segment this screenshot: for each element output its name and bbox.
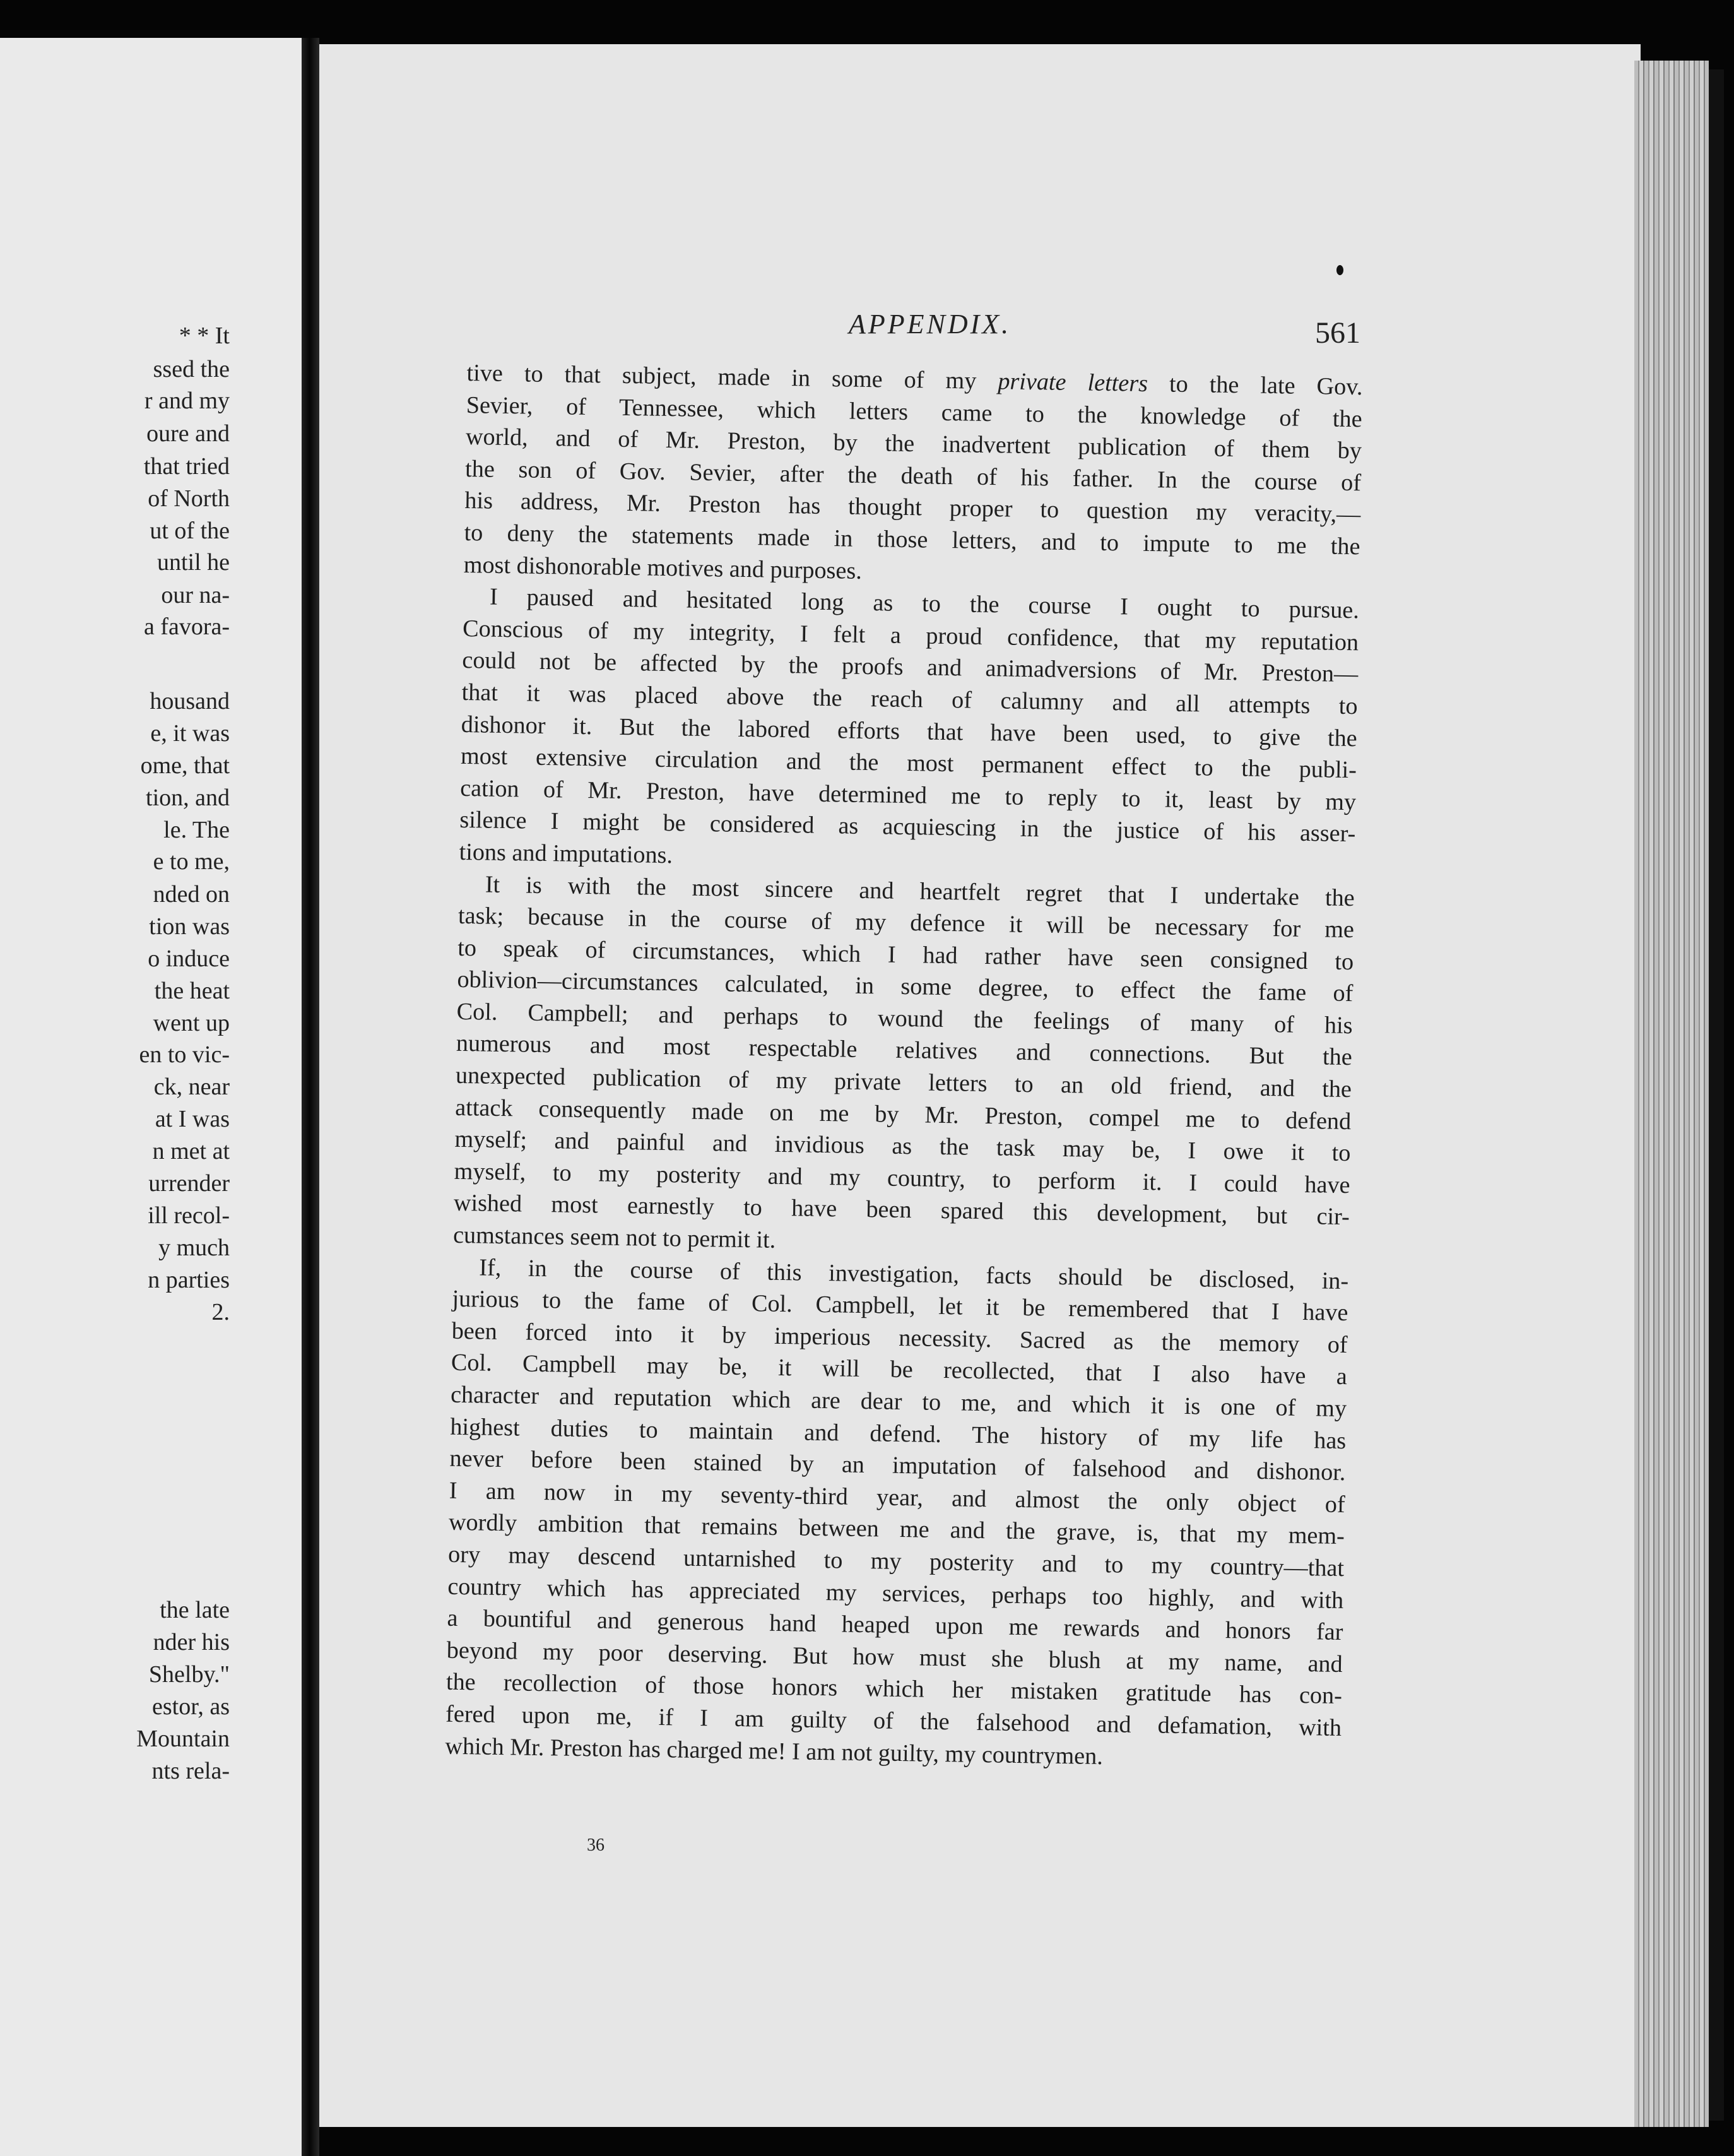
ink-speck: [1336, 265, 1343, 275]
text-run: tive to that subject, made in some of my: [466, 359, 998, 395]
text-line: wished most earnestly to have been spared this development, but cir-: [453, 1190, 1350, 1231]
text-line: myself, to my posterity and my country, to perform it. I could have: [454, 1158, 1350, 1199]
text-line: jurious to the fame of Col. Campbell, let it be remembered that I have: [452, 1286, 1348, 1327]
left-page-text-fragment: that tried: [143, 453, 230, 480]
left-page-text-fragment: estor, as: [152, 1693, 230, 1720]
left-page-text-fragment: the late: [160, 1597, 230, 1623]
text-line: Col. Campbell may be, it will be recollected, that I also have a: [451, 1349, 1348, 1390]
left-page-text-fragment: le. The: [163, 817, 230, 843]
text-line: attack consequently made on me by Mr. Preston, compel me to defend: [454, 1094, 1352, 1135]
text-line: Sevier, of Tennessee, which letters came to the knowledge of the: [466, 391, 1362, 432]
left-page-text-fragment: ssed the: [153, 356, 230, 382]
text-line: most extensive circulation and the most permanent effect to the publi-: [460, 743, 1357, 784]
page-edges: [1634, 61, 1709, 2127]
text-line: to deny the statements made in those letters, and to impute to me the: [464, 519, 1360, 560]
left-page-text-fragment: tion was: [149, 913, 230, 940]
text-line: Col. Campbell; and perhaps to wound the feelings of many of his: [456, 998, 1353, 1040]
text-line: character and reputation which are dear to me, and which it is one of my: [450, 1381, 1347, 1423]
left-page-text-fragment: ome, that: [140, 752, 230, 779]
left-page-text-fragment: Mountain: [136, 1726, 230, 1752]
signature-mark: 36: [587, 1835, 605, 1855]
text-line: If, in the course of this investigation, facts should be disclosed, in-: [479, 1254, 1349, 1294]
left-page-text-fragment: our na-: [161, 582, 230, 608]
text-line: cation of Mr. Preston, have determined me to reply to it, least by my: [459, 774, 1357, 815]
text-line: to speak of circumstances, which I had rather have seen consigned to: [457, 934, 1354, 975]
left-page-text-fragment: of North: [148, 485, 230, 512]
text-line: country which has appreciated my services, perhaps too highly, and with: [447, 1573, 1344, 1614]
text-line: highest duties to maintain and defend. The history of my life has: [450, 1413, 1347, 1454]
left-page-text-fragment: urrender: [148, 1170, 230, 1197]
left-page-text-fragment: n parties: [148, 1267, 230, 1293]
text-line: dishonor it. But the labored efforts that have been used, to give the: [461, 711, 1358, 752]
text-line: never before been stained by an imputation of falsehood and dishonor.: [449, 1445, 1346, 1486]
left-page-text-fragment: ck, near: [153, 1074, 230, 1100]
italic-phrase: private letters: [998, 368, 1148, 397]
left-page-text-fragment: ut of the: [150, 518, 230, 544]
text-line: could not be affected by the proofs and animadversions of Mr. Preston—: [462, 647, 1359, 688]
text-line: which Mr. Preston has charged me! I am not guilty, my countrymen.: [445, 1732, 1104, 1770]
text-line: tions and imputations.: [459, 838, 673, 869]
left-page-text-fragment: en to vic-: [139, 1041, 230, 1068]
left-page-text-fragment: e, it was: [150, 720, 230, 747]
text-line: been forced into it by imperious necessity. Sacred as the memory of: [451, 1317, 1348, 1358]
text-line: fered upon me, if I am guilty of the falsehood and defamation, with: [445, 1700, 1342, 1741]
text-line: unexpected publication of my private letters to an old friend, and the: [455, 1062, 1352, 1103]
text-line: cumstances seem not to permit it.: [452, 1221, 776, 1253]
text-line: the son of Gov. Sevier, after the death of his father. In the course of: [464, 455, 1362, 497]
left-page-text-fragment: e to me,: [153, 848, 230, 875]
left-page-text-fragment: ill recol-: [148, 1202, 230, 1229]
left-page-text-fragment: r and my: [144, 388, 230, 414]
text-line: oblivion—circumstances calculated, in some degree, to effect the fame of: [457, 966, 1354, 1007]
text-line: his address, Mr. Preston has thought proper to question my veracity,—: [464, 487, 1361, 528]
text-run: to the late Gov.: [1147, 370, 1363, 401]
running-head: APPENDIX.: [849, 309, 1012, 340]
text-line: world, and of Mr. Preston, by the inadvertent publication of them by: [465, 424, 1362, 465]
text-line: I paused and hesitated long as to the course I ought to pursue.: [489, 583, 1360, 624]
previous-page-fragment: [0, 38, 302, 2156]
text-line: most dishonorable motives and purposes.: [463, 551, 863, 584]
page-edges-shadow: [1709, 69, 1724, 2121]
left-page-text-fragment: n met at: [152, 1138, 230, 1164]
text-line: wordly ambition that remains between me and the grave, is, that my mem-: [448, 1509, 1345, 1550]
text-line: silence I might be considered as acquiescing in the justice of his asser-: [459, 807, 1356, 848]
text-line: task; because in the course of my defence it will be necessary for me: [457, 902, 1355, 944]
text-line: It is with the most sincere and heartfelt regret that I undertake the: [485, 871, 1355, 911]
left-page-text-fragment: 2.: [211, 1299, 230, 1325]
left-page-text-fragment: went up: [153, 1010, 230, 1036]
text-line: a bountiful and generous hand heaped upon me rewards and honors far: [447, 1604, 1343, 1646]
left-page-text-fragment: nder his: [153, 1629, 230, 1656]
text-line: ory may descend untarnished to my posterity and to my country—that: [447, 1541, 1345, 1582]
text-line: I am now in my seventy-third year, and almost the only object of: [449, 1477, 1345, 1518]
text-line: beyond my poor deserving. But how must she blush at my name, and: [446, 1637, 1343, 1678]
text-line: myself; and painful and invidious as the task may be, I owe it to: [454, 1126, 1351, 1167]
text-line: numerous and most respectable relatives and connections. But the: [456, 1030, 1353, 1071]
body-text: [445, 357, 1363, 1776]
left-page-text-fragment: housand: [150, 688, 230, 714]
left-page-text-fragment: at I was: [155, 1106, 230, 1132]
book-gutter: [302, 38, 319, 2156]
page-number: 561: [1315, 316, 1360, 350]
left-page-text-fragment: Shelby.": [148, 1661, 230, 1688]
left-page-text-fragment: a favora-: [143, 613, 230, 640]
text-line: Conscious of my integrity, I felt a proud confidence, that my reputation: [462, 615, 1359, 656]
text-line: that it was placed above the reach of calumny and all attempts to: [461, 678, 1358, 720]
left-page-text-fragment: tion, and: [146, 785, 230, 811]
left-page-text-fragment: o induce: [148, 945, 230, 972]
left-page-text-fragment: oure and: [146, 420, 230, 447]
left-page-text-fragment: nded on: [153, 881, 230, 908]
left-page-text-fragment: nts rela-: [151, 1758, 230, 1784]
left-page-text-fragment: the heat: [154, 978, 230, 1004]
left-page-text-fragment: until he: [156, 549, 230, 576]
left-page-text-fragment: y much: [158, 1235, 230, 1261]
text-line: the recollection of those honors which her mistaken gratitude has con-: [445, 1669, 1343, 1710]
left-page-text-fragment: * * It: [179, 323, 230, 349]
